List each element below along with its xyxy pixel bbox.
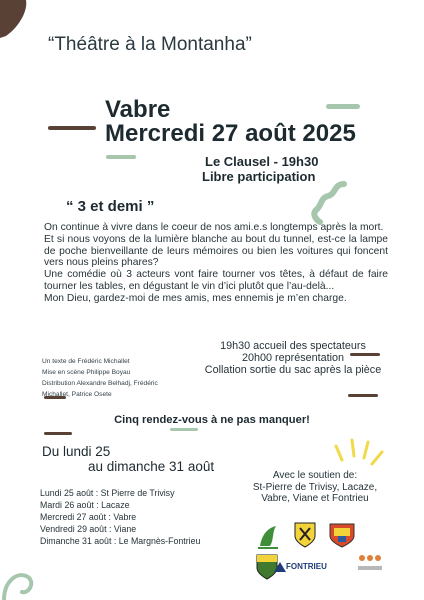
event-town: Vabre: [105, 96, 171, 123]
corner-decoration-top: [0, 0, 30, 40]
event-entry: Libre participation: [202, 169, 316, 184]
credits: [42, 356, 192, 400]
tour-range-end: au dimanche 31 août: [88, 459, 215, 474]
synopsis-paragraph: On continue à vivre dans le coeur de nos ami.e.s longtemps après la mort.: [44, 222, 384, 233]
decorative-bar: [170, 428, 198, 431]
tour-date-item: Dimanche 31 août : Le Margnès-Fontrieu: [40, 536, 201, 546]
schedule-line: 20h00 représentation: [241, 352, 345, 364]
tour-date-item: Vendredi 29 août : Viane: [40, 524, 137, 534]
support-line: Vabre, Viane et Fontrieu: [261, 493, 369, 504]
tour-range-start: Du lundi 25: [42, 444, 111, 459]
support-line: Avec le soutien de:: [272, 470, 358, 481]
support-text: [235, 470, 395, 505]
tour-date-item: Mercredi 27 août : Vabre: [40, 512, 137, 522]
event-venue: Le Clausel - 19h30: [205, 154, 319, 169]
tour-dates: [40, 487, 200, 547]
saint-pierre-logo: [256, 524, 280, 550]
synopsis: [44, 222, 388, 305]
decorative-bar: [48, 126, 96, 130]
tour-heading: Cinq rendez-vous à ne pas manquer!: [114, 414, 310, 426]
decorative-bar: [106, 155, 136, 159]
credit-line: Un texte de Frédéric Michallet: [42, 358, 130, 365]
event-date: Mercredi 27 août 2025: [105, 120, 356, 147]
synopsis-paragraph: Mon Dieu, gardez-moi de mes amis, mes ennemis je m’en charge.: [44, 292, 347, 304]
evening-schedule: [188, 340, 398, 376]
synopsis-paragraph: Et si nous voyons de la lumière blanche au bout du tunnel, est-ce la lampe de poche bienveillante de leurs mémoires ou bien les voitures qui foncent vers nous pleins phares?: [44, 233, 388, 269]
troupe-name: “Théâtre à la Montanha”: [48, 34, 252, 55]
decorative-bar: [348, 394, 378, 397]
credit-line: Mise en scène Philippe Boyau: [42, 369, 131, 376]
credit-line: Distribution Alexandre Belhadj, Frédéric: [42, 380, 158, 387]
tour-date-item: Lundi 25 août : St Pierre de Trivisy: [40, 488, 175, 498]
partner-logo: [356, 552, 384, 576]
squiggle-decoration: [310, 180, 350, 226]
schedule-line: Collation sortie du sac après la pièce: [204, 364, 382, 376]
decorative-bar: [326, 104, 360, 109]
synopsis-paragraph: Une comédie où 3 acteurs vont faire tourner vos têtes, à défaut de faire tourner les tables, en dégustant le vin d’ici plutôt que l’au-delà...: [44, 269, 388, 292]
fontrieu-logo-label: FONTRIEU: [286, 562, 327, 571]
lacaze-crest: [294, 522, 316, 548]
decorative-bar: [44, 432, 72, 435]
swirl-decoration: [0, 560, 40, 600]
tour-date-item: Mardi 26 août : Lacaze: [40, 500, 130, 510]
fontrieu-logo-icon: [274, 562, 286, 572]
credit-line: Michallet, Patrice Osete: [42, 391, 112, 398]
support-line: St-Pierre de Trivisy, Lacaze,: [252, 481, 378, 493]
play-title: “ 3 et demi ”: [66, 198, 155, 215]
vabre-crest: [328, 522, 356, 548]
schedule-line: 19h30 accueil des spectateurs: [220, 340, 366, 352]
